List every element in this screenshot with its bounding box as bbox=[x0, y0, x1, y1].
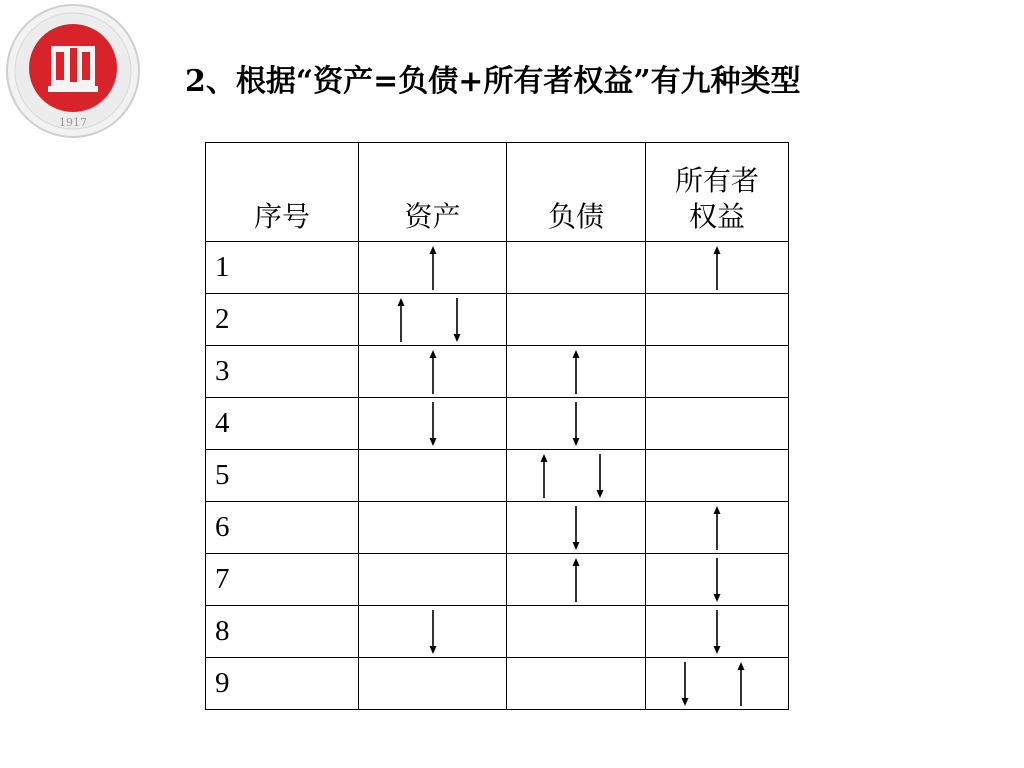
row-number: 1 bbox=[206, 242, 359, 294]
nine-types-table bbox=[205, 142, 789, 710]
row-number: 2 bbox=[206, 294, 359, 346]
table-row bbox=[206, 554, 789, 606]
row-number: 4 bbox=[206, 398, 359, 450]
cell-equity bbox=[646, 450, 789, 502]
cell-liabilities bbox=[507, 606, 646, 658]
table-row bbox=[206, 294, 789, 346]
header-liabilities: 负债 bbox=[507, 143, 646, 242]
row-number: 8 bbox=[206, 606, 359, 658]
cell-assets bbox=[359, 502, 507, 554]
cell-equity bbox=[646, 658, 789, 710]
arrow-down-icon bbox=[452, 298, 462, 342]
cell-assets bbox=[359, 658, 507, 710]
cell-liabilities bbox=[507, 554, 646, 606]
row-number: 9 bbox=[206, 658, 359, 710]
arrow-up-icon bbox=[736, 662, 746, 706]
arrow-up-icon bbox=[539, 454, 549, 498]
arrow-down-icon bbox=[595, 454, 605, 498]
cell-equity bbox=[646, 502, 789, 554]
table-row bbox=[206, 398, 789, 450]
arrow-up-icon bbox=[396, 298, 406, 342]
cell-liabilities bbox=[507, 658, 646, 710]
cell-equity bbox=[646, 346, 789, 398]
row-number: 6 bbox=[206, 502, 359, 554]
table-row bbox=[206, 346, 789, 398]
table-row bbox=[206, 242, 789, 294]
header-equity-line1: 所有者 bbox=[674, 164, 759, 197]
university-seal-icon bbox=[4, 2, 142, 140]
university-seal-logo bbox=[4, 2, 142, 140]
cell-equity bbox=[646, 294, 789, 346]
cell-liabilities bbox=[507, 502, 646, 554]
header-equity-line2: 权益 bbox=[688, 200, 745, 233]
arrow-down-icon bbox=[680, 662, 690, 706]
arrow-up-icon bbox=[571, 558, 581, 602]
cell-liabilities bbox=[507, 346, 646, 398]
cell-assets bbox=[359, 554, 507, 606]
arrow-down-icon bbox=[428, 402, 438, 446]
arrow-down-icon bbox=[571, 402, 581, 446]
header-seq: 序号 bbox=[206, 143, 359, 242]
cell-liabilities bbox=[507, 294, 646, 346]
cell-assets bbox=[359, 606, 507, 658]
arrow-up-icon bbox=[428, 350, 438, 394]
arrow-down-icon bbox=[428, 610, 438, 654]
arrow-up-icon bbox=[571, 350, 581, 394]
arrow-up-icon bbox=[712, 506, 722, 550]
seal-year: 1917 bbox=[59, 116, 87, 129]
cell-assets bbox=[359, 294, 507, 346]
cell-equity bbox=[646, 242, 789, 294]
cell-liabilities bbox=[507, 398, 646, 450]
cell-assets bbox=[359, 242, 507, 294]
header-equity bbox=[646, 143, 789, 242]
row-number: 5 bbox=[206, 450, 359, 502]
cell-liabilities bbox=[507, 450, 646, 502]
arrow-up-icon bbox=[428, 246, 438, 290]
table-row bbox=[206, 450, 789, 502]
arrow-down-icon bbox=[712, 610, 722, 654]
page-title: 2、根据“资产=负债+所有者权益”有九种类型 bbox=[185, 64, 801, 99]
cell-liabilities bbox=[507, 242, 646, 294]
cell-equity bbox=[646, 554, 789, 606]
arrow-up-icon bbox=[712, 246, 722, 290]
row-number: 7 bbox=[206, 554, 359, 606]
cell-equity bbox=[646, 398, 789, 450]
cell-assets bbox=[359, 450, 507, 502]
table-row bbox=[206, 658, 789, 710]
table-row bbox=[206, 606, 789, 658]
row-number: 3 bbox=[206, 346, 359, 398]
header-assets: 资产 bbox=[359, 143, 507, 242]
arrow-down-icon bbox=[712, 558, 722, 602]
cell-assets bbox=[359, 398, 507, 450]
cell-assets bbox=[359, 346, 507, 398]
arrow-down-icon bbox=[571, 506, 581, 550]
cell-equity bbox=[646, 606, 789, 658]
table-row bbox=[206, 502, 789, 554]
